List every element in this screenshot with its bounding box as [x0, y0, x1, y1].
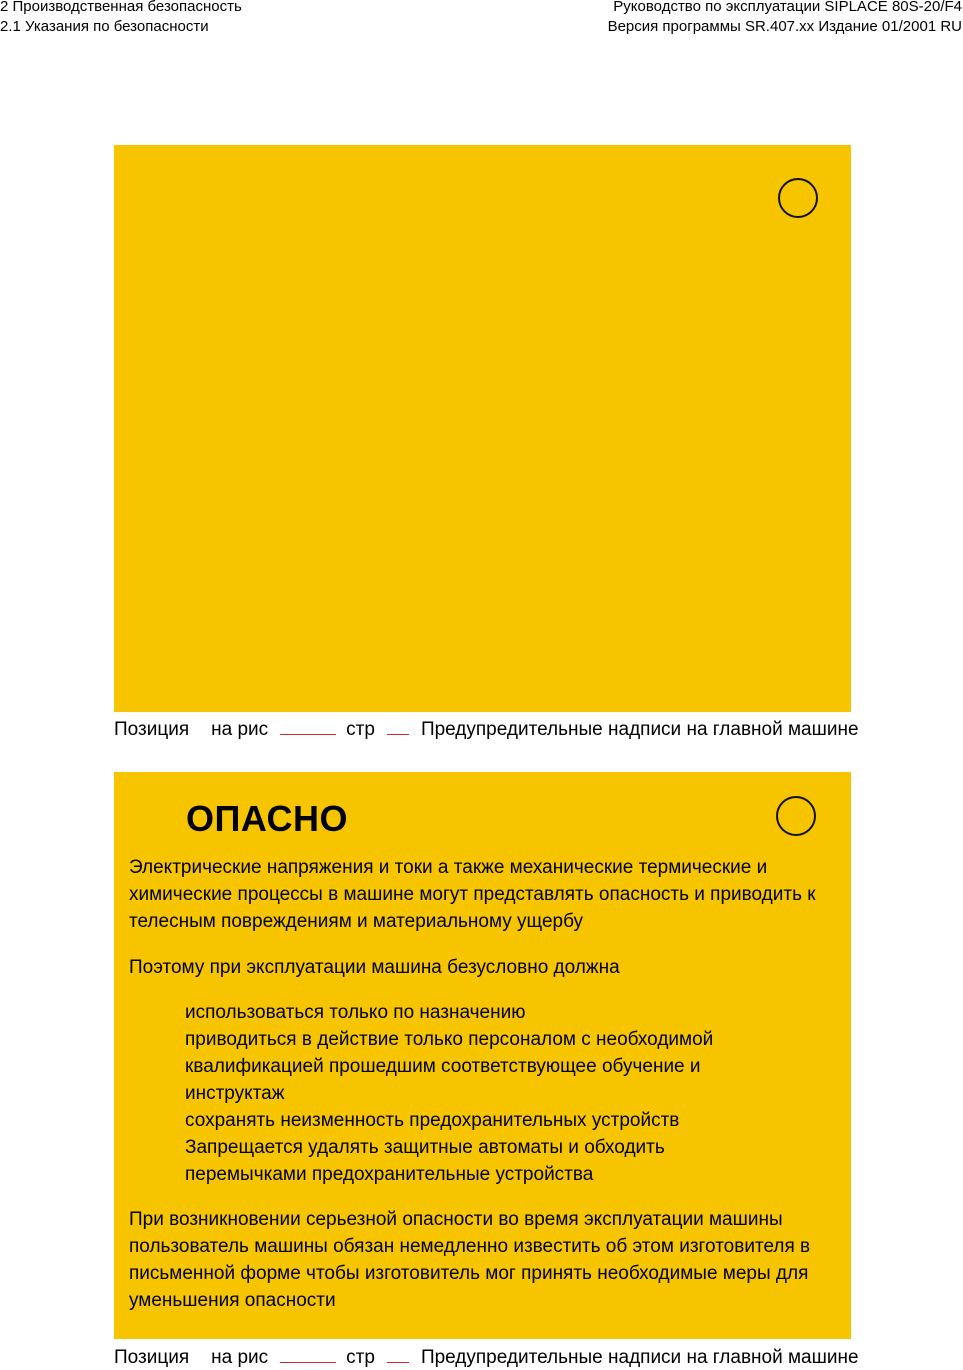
danger-list [185, 999, 785, 1188]
caption-text: Предупредительные надписи на главной машине [420, 1347, 859, 1368]
figure-number-blank [280, 716, 336, 735]
caption-page: стр [346, 719, 375, 740]
ring-icon [778, 178, 818, 218]
list-item: сохранять неизменность предохранительных устройств [185, 1110, 680, 1131]
figure-caption [114, 1344, 859, 1370]
chapter-title: 2 Производственная безопасность [0, 0, 242, 15]
section-title: 2.1 Указания по безопасности [0, 18, 209, 35]
danger-label [114, 772, 851, 1339]
list-item: использоваться только по назначению [185, 1002, 526, 1023]
warning-label-blank [114, 145, 851, 712]
list-item: приводиться в действие только персоналом с необходимой квалификацией прошедшим соответствующее обучение и инструктаж [185, 1029, 714, 1104]
page-number-blank [387, 716, 409, 735]
figure-caption [114, 716, 859, 742]
ring-icon [776, 796, 816, 836]
page-header-right [608, 0, 962, 37]
caption-text: Предупредительные надписи на главной машине [420, 719, 859, 740]
danger-paragraph: При возникновении серьезной опасности во время эксплуатации машины пользователь машины обязан немедленно известить об этом изготовителя в письменной форме чтобы изготовитель мог принять необходимые меры для уменьшения опасности [129, 1209, 811, 1311]
caption-position: Позиция [114, 719, 190, 740]
caption-on-fig: на рис [211, 719, 269, 740]
page-number-blank [387, 1344, 409, 1363]
danger-title: ОПАСНО [186, 798, 348, 839]
figure-number-blank [280, 1344, 336, 1363]
caption-position: Позиция [114, 1347, 190, 1368]
page-header-left [0, 0, 242, 37]
caption-page: стр [346, 1347, 375, 1368]
danger-paragraph: Поэтому при эксплуатации машина безусловно должна [129, 957, 620, 978]
manual-title: Руководство по эксплуатации SIPLACE 80S-20/F4 [613, 0, 962, 15]
version-edition: Версия программы SR.407.xx Издание 01/2001 RU [607, 18, 962, 35]
list-item: Запрещается удалять защитные автоматы и обходить перемычками предохранительные устройства [185, 1137, 665, 1185]
caption-on-fig: на рис [211, 1347, 269, 1368]
danger-paragraph: Электрические напряжения и токи а также механические термические и химические процессы в машине могут представлять опасность и приводить к телесным повреждениям и материальному ущербу [129, 857, 816, 932]
